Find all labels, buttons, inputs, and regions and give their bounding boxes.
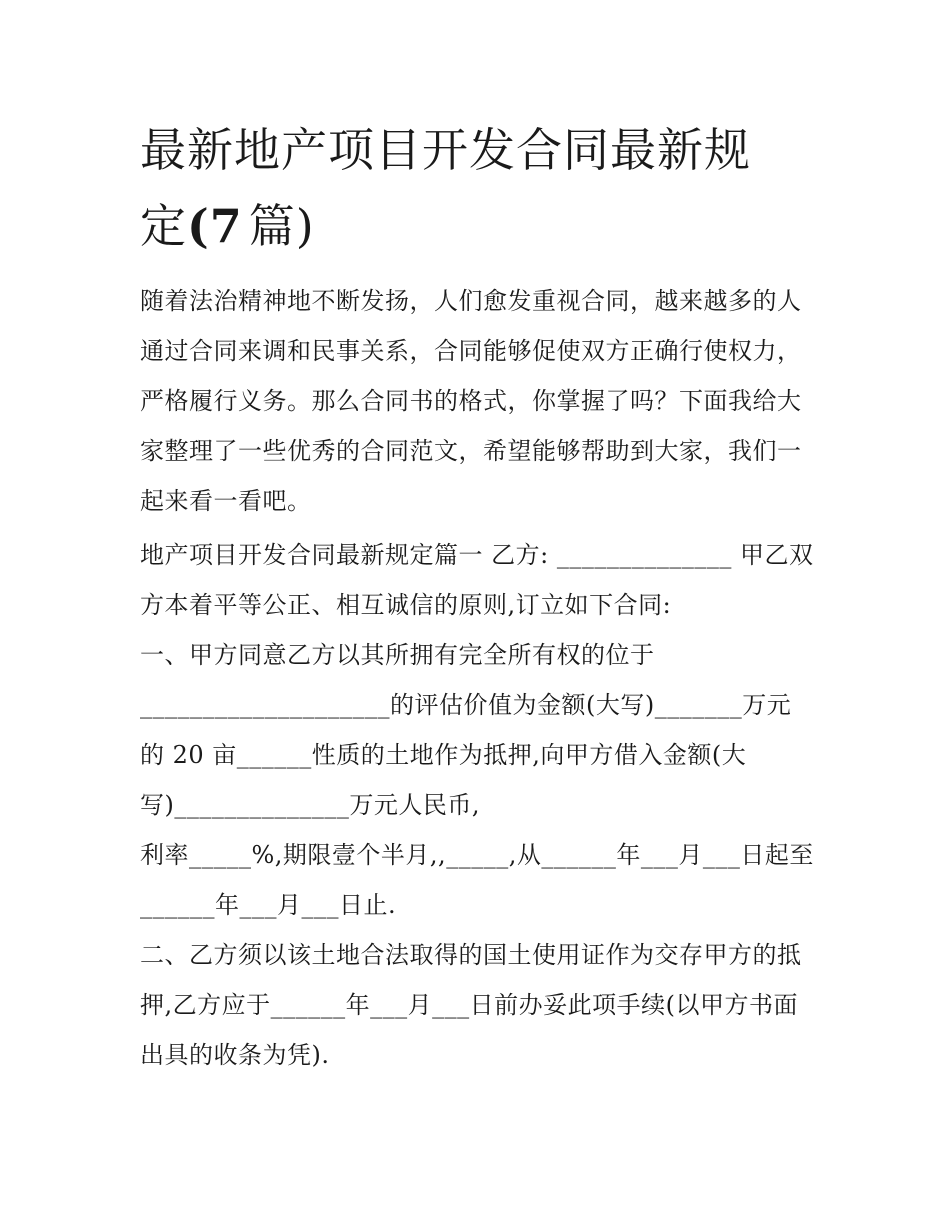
title-line-2-pre: 定 xyxy=(140,199,187,253)
contract-line: 二、乙方须以该土地合法取得的国土使用证作为交存甲方的抵 xyxy=(140,941,802,969)
intro-line: 通过合同来调和民事关系，合同能够促使双方正确行使权力， xyxy=(140,337,802,365)
intro-line: 家整理了一些优秀的合同范文，希望能够帮助到大家，我们一 xyxy=(140,437,802,465)
contract-line: 地产项目开发合同最新规定篇一 乙方: ______________ 甲乙双 xyxy=(140,541,814,569)
title-line-2 xyxy=(140,188,820,264)
contract-body xyxy=(140,530,820,1080)
contract-line: 利率_____%,期限壹个半月,,_____,从______年___月___日起至 xyxy=(140,841,814,869)
intro-paragraph xyxy=(140,276,820,526)
intro-line: 严格履行义务。那么合同书的格式，你掌握了吗？下面我给大 xyxy=(140,387,802,415)
title-line-2-num: (7 xyxy=(187,199,243,253)
contract-line: ______年___月___日止. xyxy=(140,891,397,919)
contract-line: 出具的收条为凭). xyxy=(140,1041,330,1069)
contract-line: 方本着平等公正、相互诚信的原则,订立如下合同: xyxy=(140,591,672,619)
title-line-1: 最新地产项目开发合同最新规 xyxy=(140,123,751,177)
contract-line: 的 20 亩______性质的土地作为抵押,向甲方借入金额(大 xyxy=(140,741,747,769)
document-title xyxy=(140,112,820,264)
contract-line: 写)______________万元人民币, xyxy=(140,791,480,819)
intro-line: 随着法治精神地不断发扬，人们愈发重视合同，越来越多的人 xyxy=(140,287,802,315)
intro-line: 起来看一看吧。 xyxy=(140,487,312,515)
contract-line: 押,乙方应于______年___月___日前办妥此项手续(以甲方书面 xyxy=(140,991,798,1019)
title-line-2-post: 篇) xyxy=(248,199,315,253)
contract-line: 一、甲方同意乙方以其所拥有完全所有权的位于 xyxy=(140,641,655,669)
contract-line: ____________________的评估价值为金额(大写)_______万元 xyxy=(140,691,792,719)
